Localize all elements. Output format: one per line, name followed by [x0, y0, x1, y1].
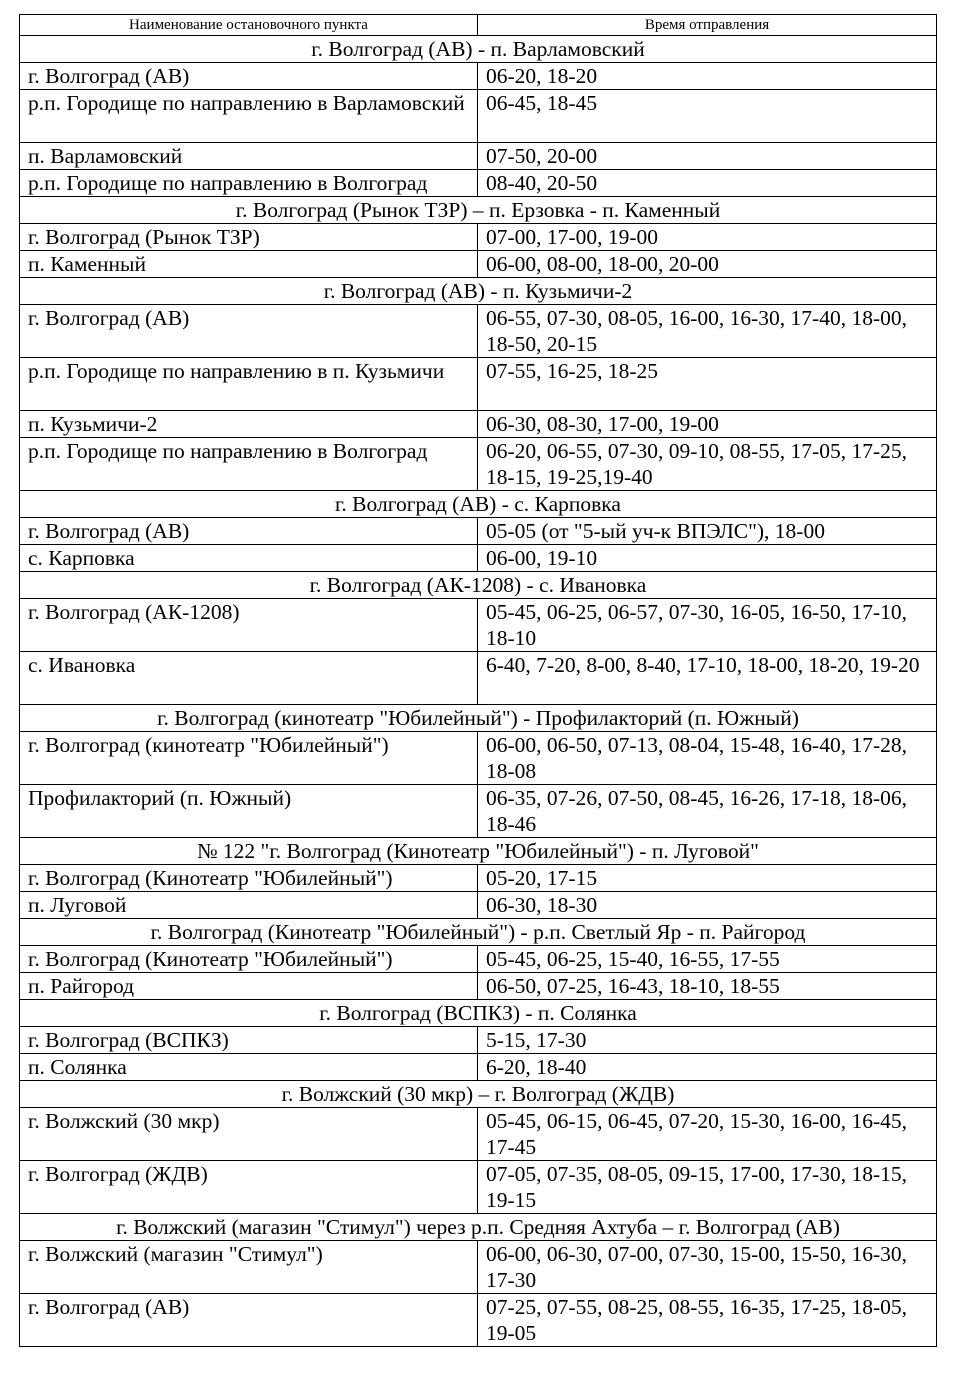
table-row — [20, 518, 937, 545]
stop-name: г. Волгоград (Кинотеатр "Юбилейный") — [20, 865, 478, 892]
departure-times: 5-15, 17-30 — [478, 1027, 937, 1054]
stop-name: п. Луговой — [20, 892, 478, 919]
table-row — [20, 785, 937, 838]
departure-times: 06-35, 07-26, 07-50, 08-45, 16-26, 17-18, 18-06, 18-46 — [478, 785, 937, 838]
table-row — [20, 63, 937, 90]
departure-times: 6-20, 18-40 — [478, 1054, 937, 1081]
departure-times: 06-30, 18-30 — [478, 892, 937, 919]
stop-name: г. Волгоград (АВ) — [20, 305, 478, 358]
table-row — [20, 143, 937, 170]
stop-name: п. Райгород — [20, 973, 478, 1000]
stop-name: г. Волжский (30 мкр) — [20, 1108, 478, 1161]
table-row — [20, 865, 937, 892]
route-title-row — [20, 197, 937, 224]
stop-name: г. Волгоград (АВ) — [20, 518, 478, 545]
table-row — [20, 170, 937, 197]
departure-times: 06-00, 19-10 — [478, 545, 937, 572]
table-row — [20, 1294, 937, 1347]
stop-name: г. Волгоград (кинотеатр "Юбилейный") — [20, 732, 478, 785]
departure-times: 06-55, 07-30, 08-05, 16-00, 16-30, 17-40, 18-00, 18-50, 20-15 — [478, 305, 937, 358]
route-title: г. Волгоград (Кинотеатр "Юбилейный") - р.п. Светлый Яр - п. Райгород — [20, 919, 937, 946]
departure-times: 07-05, 07-35, 08-05, 09-15, 17-00, 17-30, 18-15, 19-15 — [478, 1161, 937, 1214]
stop-name: с. Карповка — [20, 545, 478, 572]
table-row — [20, 251, 937, 278]
departure-times: 08-40, 20-50 — [478, 170, 937, 197]
route-title: № 122 "г. Волгоград (Кинотеатр "Юбилейный") - п. Луговой" — [20, 838, 937, 865]
route-title: г. Волжский (30 мкр) – г. Волгоград (ЖДВ) — [20, 1081, 937, 1108]
stop-name: п. Кузьмичи-2 — [20, 411, 478, 438]
table-row — [20, 732, 937, 785]
route-title-row — [20, 1214, 937, 1241]
table-row — [20, 90, 937, 143]
departure-times: 06-50, 07-25, 16-43, 18-10, 18-55 — [478, 973, 937, 1000]
departure-times: 06-00, 06-30, 07-00, 07-30, 15-00, 15-50, 16-30, 17-30 — [478, 1241, 937, 1294]
departure-times: 05-45, 06-25, 06-57, 07-30, 16-05, 16-50, 17-10, 18-10 — [478, 599, 937, 652]
departure-times: 06-30, 08-30, 17-00, 19-00 — [478, 411, 937, 438]
departure-times: 06-20, 06-55, 07-30, 09-10, 08-55, 17-05, 17-25, 18-15, 19-25,19-40 — [478, 438, 937, 491]
stop-name: г. Волжский (магазин "Стимул") — [20, 1241, 478, 1294]
departure-times: 05-45, 06-25, 15-40, 16-55, 17-55 — [478, 946, 937, 973]
table-row — [20, 892, 937, 919]
table-row — [20, 1054, 937, 1081]
table-row — [20, 1108, 937, 1161]
route-title: г. Волгоград (ВСПКЗ) - п. Солянка — [20, 1000, 937, 1027]
header-stop-name: Наименование остановочного пункта — [20, 15, 478, 36]
departure-times: 06-20, 18-20 — [478, 63, 937, 90]
table-row — [20, 973, 937, 1000]
route-title-row — [20, 919, 937, 946]
table-row — [20, 305, 937, 358]
table-row — [20, 224, 937, 251]
stop-name: г. Волгоград (ВСПКЗ) — [20, 1027, 478, 1054]
stop-name: г. Волгоград (Рынок ТЗР) — [20, 224, 478, 251]
route-title: г. Волгоград (АВ) - п. Варламовский — [20, 36, 937, 63]
stop-name: г. Волгоград (АВ) — [20, 1294, 478, 1347]
route-title-row — [20, 1081, 937, 1108]
table-row — [20, 652, 937, 705]
stop-name: р.п. Городище по направлению в Варламовский — [20, 90, 478, 143]
departure-times: 06-45, 18-45 — [478, 90, 937, 143]
stop-name: р.п. Городище по направлению в Волгоград — [20, 438, 478, 491]
stop-name: г. Волгоград (АК-1208) — [20, 599, 478, 652]
route-title-row — [20, 278, 937, 305]
table-row — [20, 1241, 937, 1294]
table-row — [20, 545, 937, 572]
route-title-row — [20, 838, 937, 865]
stop-name: п. Солянка — [20, 1054, 478, 1081]
table-row — [20, 358, 937, 411]
route-title-row — [20, 36, 937, 63]
table-row — [20, 946, 937, 973]
departure-times: 05-05 (от "5-ый уч-к ВПЭЛС"), 18-00 — [478, 518, 937, 545]
stop-name: с. Ивановка — [20, 652, 478, 705]
departure-times: 05-45, 06-15, 06-45, 07-20, 15-30, 16-00, 16-45, 17-45 — [478, 1108, 937, 1161]
stop-name: Профилакторий (п. Южный) — [20, 785, 478, 838]
stop-name: п. Каменный — [20, 251, 478, 278]
stop-name: г. Волгоград (АВ) — [20, 63, 478, 90]
route-title-row — [20, 705, 937, 732]
header-row — [20, 15, 937, 36]
departure-times: 06-00, 08-00, 18-00, 20-00 — [478, 251, 937, 278]
stop-name: р.п. Городище по направлению в Волгоград — [20, 170, 478, 197]
route-title: г. Волгоград (АВ) - п. Кузьмичи-2 — [20, 278, 937, 305]
stop-name: р.п. Городище по направлению в п. Кузьмичи — [20, 358, 478, 411]
route-title-row — [20, 1000, 937, 1027]
route-title: г. Волгоград (кинотеатр "Юбилейный") - Профилакторий (п. Южный) — [20, 705, 937, 732]
departure-times: 07-50, 20-00 — [478, 143, 937, 170]
table-row — [20, 599, 937, 652]
stop-name: г. Волгоград (ЖДВ) — [20, 1161, 478, 1214]
departure-times: 07-25, 07-55, 08-25, 08-55, 16-35, 17-25, 18-05, 19-05 — [478, 1294, 937, 1347]
header-departure-time: Время отправления — [478, 15, 937, 36]
route-title: г. Волгоград (Рынок ТЗР) – п. Ерзовка - п. Каменный — [20, 197, 937, 224]
departure-times: 05-20, 17-15 — [478, 865, 937, 892]
stop-name: г. Волгоград (Кинотеатр "Юбилейный") — [20, 946, 478, 973]
table-row — [20, 1027, 937, 1054]
departure-times: 07-55, 16-25, 18-25 — [478, 358, 937, 411]
departure-times: 6-40, 7-20, 8-00, 8-40, 17-10, 18-00, 18-20, 19-20 — [478, 652, 937, 705]
route-title-row — [20, 491, 937, 518]
schedule-table — [19, 14, 937, 1347]
route-title-row — [20, 572, 937, 599]
stop-name: п. Варламовский — [20, 143, 478, 170]
departure-times: 06-00, 06-50, 07-13, 08-04, 15-48, 16-40, 17-28, 18-08 — [478, 732, 937, 785]
table-row — [20, 1161, 937, 1214]
route-title: г. Волгоград (АВ) - с. Карповка — [20, 491, 937, 518]
route-title: г. Волжский (магазин "Стимул") через р.п. Средняя Ахтуба – г. Волгоград (АВ) — [20, 1214, 937, 1241]
table-row — [20, 438, 937, 491]
table-row — [20, 411, 937, 438]
route-title: г. Волгоград (АК-1208) - с. Ивановка — [20, 572, 937, 599]
departure-times: 07-00, 17-00, 19-00 — [478, 224, 937, 251]
